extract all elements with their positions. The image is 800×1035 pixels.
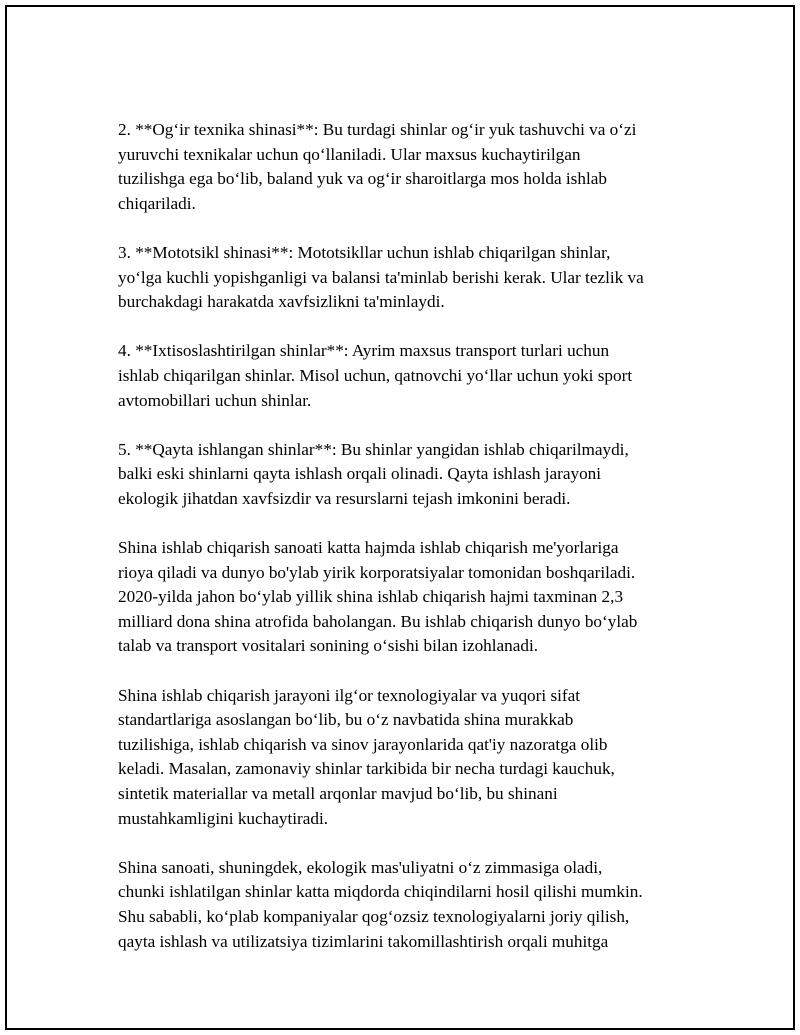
text-line: Shina sanoati, shuningdek, ekologik mas'uliyatni o‘z zimmasiga oladi,	[118, 857, 603, 877]
text-line: talab va transport vositalari sonining o‘sishi bilan izohlanadi.	[118, 636, 539, 656]
text-line: 3. **Mototsikl shinasi**: Mototsikllar uchun ishlab chiqarilgan shinlar,	[118, 242, 611, 262]
text-line: burchakdagi harakatda xavfsizlikni ta'minlaydi.	[118, 292, 445, 312]
text-line: chiqariladi.	[118, 193, 196, 213]
paragraph-specialized-tires	[118, 339, 693, 413]
text-line: 5. **Qayta ishlangan shinlar**: Bu shinlar yangidan ishlab chiqarilmaydi,	[118, 439, 629, 459]
text-line: yuruvchi texnikalar uchun qo‘llaniladi. Ular maxsus kuchaytirilgan	[118, 144, 581, 164]
text-line: Shu sababli, ko‘plab kompaniyalar qog‘ozsiz texnologiyalarni joriy qilish,	[118, 907, 630, 926]
paragraph-motorcycle-tires	[118, 241, 693, 315]
text-line: keladi. Masalan, zamonaviy shinlar tarkibida bir necha turdagi kauchuk,	[118, 759, 615, 779]
text-line: standartlariga asoslangan bo‘lib, bu o‘z navbatida shina murakkab	[118, 710, 574, 730]
text-line: tuzilishga ega bo‘lib, baland yuk va og‘ir sharoitlarga mos holda ishlab	[118, 169, 607, 189]
text-line: mustahkamligini kuchaytiradi.	[118, 808, 329, 828]
paragraph-recycled-tires	[118, 438, 693, 512]
paragraph-heavy-machinery-tires	[118, 118, 693, 216]
text-line: balki eski shinlarni qayta ishlash orqali olinadi. Qayta ishlash jarayoni	[118, 464, 602, 484]
text-line: tuzilishiga, ishlab chiqarish va sinov jarayonlarida qat'iy nazoratga olib	[118, 734, 608, 754]
text-line: milliard dona shina atrofida baholangan. Bu ishlab chiqarish dunyo bo‘ylab	[118, 611, 638, 631]
text-line: qayta ishlash va utilizatsiya tizimlarini takomillashtirish orqali muhitga	[118, 931, 609, 951]
text-line: ishlab chiqarilgan shinlar. Misol uchun, qatnovchi yo‘llar uchun yoki sport	[118, 365, 633, 385]
text-line: Shina ishlab chiqarish jarayoni ilg‘or texnologiyalar va yuqori sifat	[118, 685, 581, 705]
paragraph-industry-scale	[118, 536, 693, 659]
paragraph-ecological-responsibility	[118, 856, 693, 954]
paragraph-production-process	[118, 684, 693, 832]
text-line: 2. **Og‘ir texnika shinasi**: Bu turdagi shinlar og‘ir yuk tashuvchi va o‘zi	[118, 120, 637, 139]
text-line: 4. **Ixtisoslashtirilgan shinlar**: Ayrim maxsus transport turlari uchun	[118, 341, 610, 361]
text-line: Shina ishlab chiqarish sanoati katta hajmda ishlab chiqarish me'yorlariga	[118, 538, 619, 558]
text-line: yo‘lga kuchli yopishganligi va balansi ta'minlab berishi kerak. Ular tezlik va	[118, 267, 644, 287]
text-line: 2020-yilda jahon bo‘ylab yillik shina ishlab chiqarish hajmi taxminan 2,3	[118, 587, 624, 607]
text-line: sintetik materiallar va metall arqonlar mavjud bo‘lib, bu shinani	[118, 784, 558, 804]
text-line: rioya qiladi va dunyo bo'ylab yirik korporatsiyalar tomonidan boshqariladi.	[118, 562, 636, 582]
document-body	[118, 118, 693, 954]
text-line: chunki ishlatilgan shinlar katta miqdorda chiqindilarni hosil qilishi mumkin.	[118, 882, 643, 902]
text-line: ekologik jihatdan xavfsizdir va resurslarni tejash imkonini beradi.	[118, 488, 571, 508]
text-line: avtomobillari uchun shinlar.	[118, 390, 312, 410]
